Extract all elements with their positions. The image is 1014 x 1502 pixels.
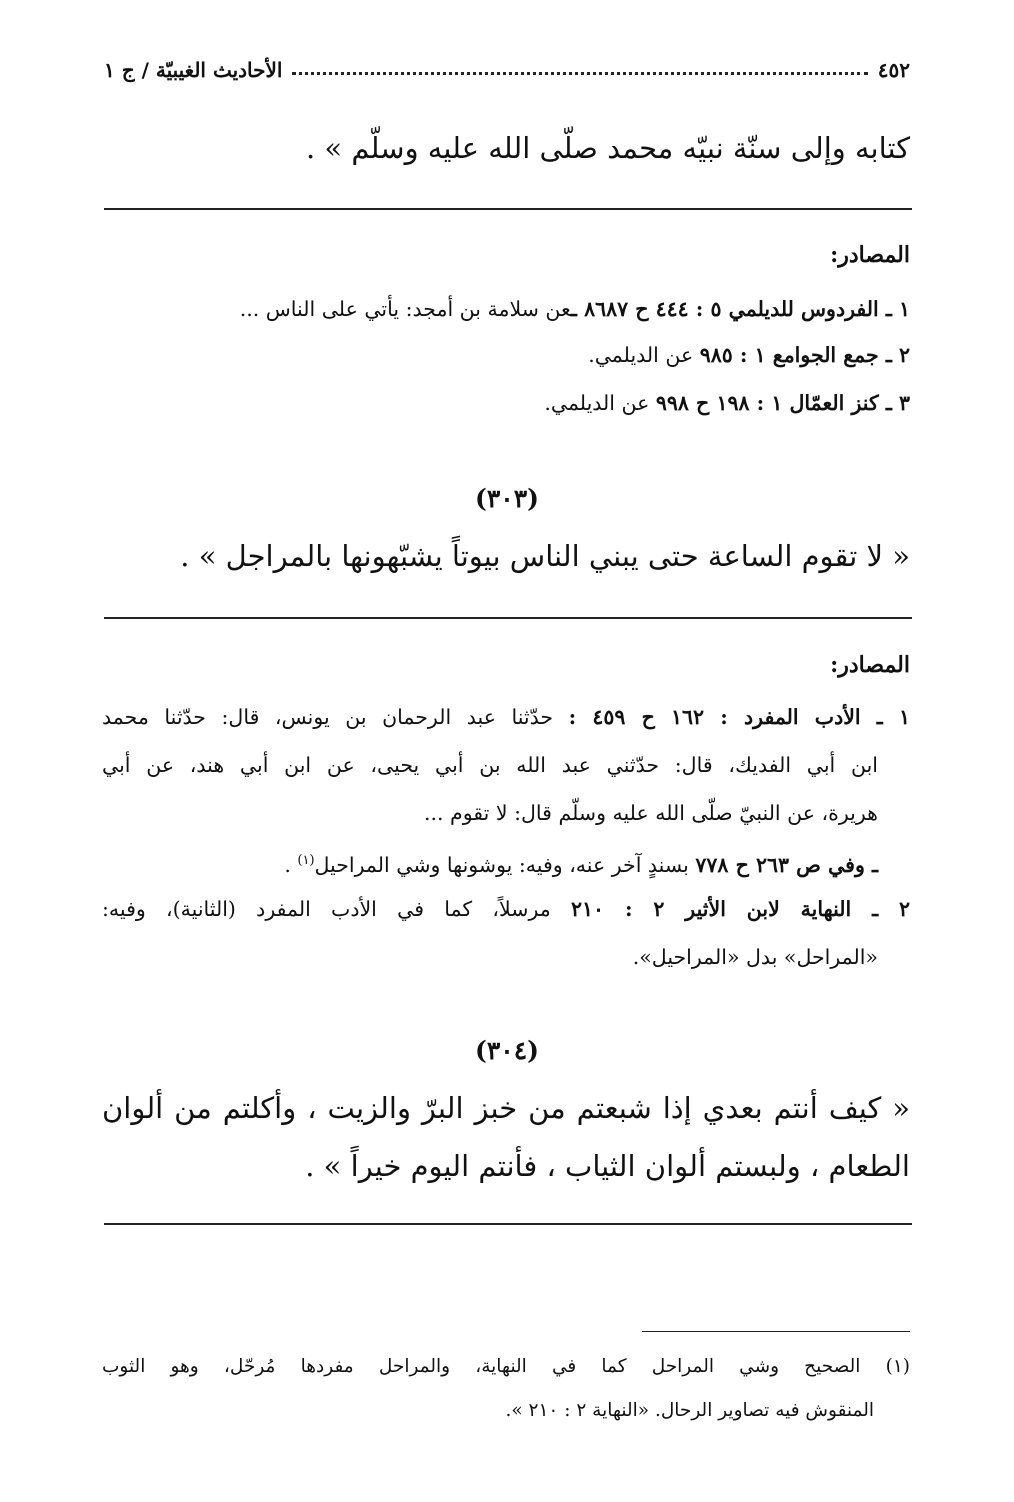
source-303-line-1 [102,700,910,734]
source-item-1-ref: ١ ـ الفردوس للديلمي ٥ : ٤٤٤ ح ٨٦٨٧ ـ [570,297,910,321]
hadith-303-number: (٣٠٣) [475,484,539,513]
source-303-text-4: بسندٍ آخر عنه، وفيه: يوشونها وشي المراحيل [314,852,696,877]
source-item-2 [102,338,910,372]
footnote-line-1: (١) الصحيح وشي المراحل كما في النهاية، والمراحل مفردها مُرحّل، وهو الثوب [102,1356,910,1377]
section-rule-3 [104,1223,912,1225]
source-303-ref-2: ـ وفي ص ٢٦٣ ح ٧٧٨ [695,852,878,877]
hadith-304-line-2: الطعام ، ولبستم ألوان الثياب ، فأنتم اليوم خيراً » . [305,1149,910,1183]
source-item-1 [102,292,910,326]
source-303-ref-1: ١ ـ الأدب المفرد : ١٦٢ ح ٤٥٩ : [568,705,910,729]
source-303-line-5 [102,892,910,926]
running-head-leader-dots [292,72,867,75]
source-item-1-text: عن سلامة بن أمجد: يأتي على الناس ... [239,297,571,321]
source-item-2-text: عن الديلمي. [588,343,700,367]
source-item-3 [102,386,910,420]
footnote-line-2: المنقوش فيه تصاوير الرحال. «النهاية ٢ : ٢١٠ ». [505,1400,874,1421]
sources-heading-1: المصادر: [830,242,910,268]
footnote-marker: (١) [297,853,315,868]
source-303-line-2: ابن أبي الفديك، قال: حدّثني عبد الله بن أبي يحيى، عن ابن أبي هند، عن أبي [102,753,878,777]
source-303-line-4 [102,844,878,882]
hadith-303-text: « لا تقوم الساعة حتى يبني الناس بيوتاً يشبّهونها بالمراجل » . [180,539,910,573]
hadith-304-line-1: « كيف أنتم بعدي إذا شبعتم من خبز البرّ والزيت ، وأكلتم من ألوان [102,1091,910,1125]
section-rule-1 [104,208,912,210]
intro-line: كتابه وإلى سنّة نبيّه محمد صلّى الله عليه وسلّم » . [305,131,910,165]
source-303-text-5: مرسلاً، كما في الأدب المفرد (الثانية)، وفيه: [102,897,572,921]
source-303-text-4-end: . [284,852,298,877]
sources-heading-2: المصادر: [830,652,910,678]
source-item-3-text: عن الديلمي. [544,391,656,415]
source-303-text-1: حدّثنا عبد الرحمان بن يونس، قال: حدّثنا محمد [102,705,569,729]
running-head [104,52,910,88]
source-303-line-3: هريرة، عن النبيّ صلّى الله عليه وسلّم قال: لا تقوم ... [423,801,878,825]
source-303-line-6: «المراحل» بدل «المراحيل». [632,945,878,969]
section-rule-2 [104,617,912,619]
source-item-3-ref: ٣ ـ كنز العمّال ١ : ١٩٨ ح ٩٩٨ [655,391,910,415]
hadith-304-number: (٣٠٤) [475,1036,539,1065]
source-303-ref-3: ٢ ـ النهاية لابن الأثير ٢ : ٢١٠ [571,897,910,921]
footnote-rule [642,1331,910,1332]
source-item-2-ref: ٢ ـ جمع الجوامع ١ : ٩٨٥ [699,343,910,367]
running-head-title: الأحاديث الغيبيّة / ج ١ [104,58,283,82]
page-number: ٤٥٢ [877,58,910,82]
